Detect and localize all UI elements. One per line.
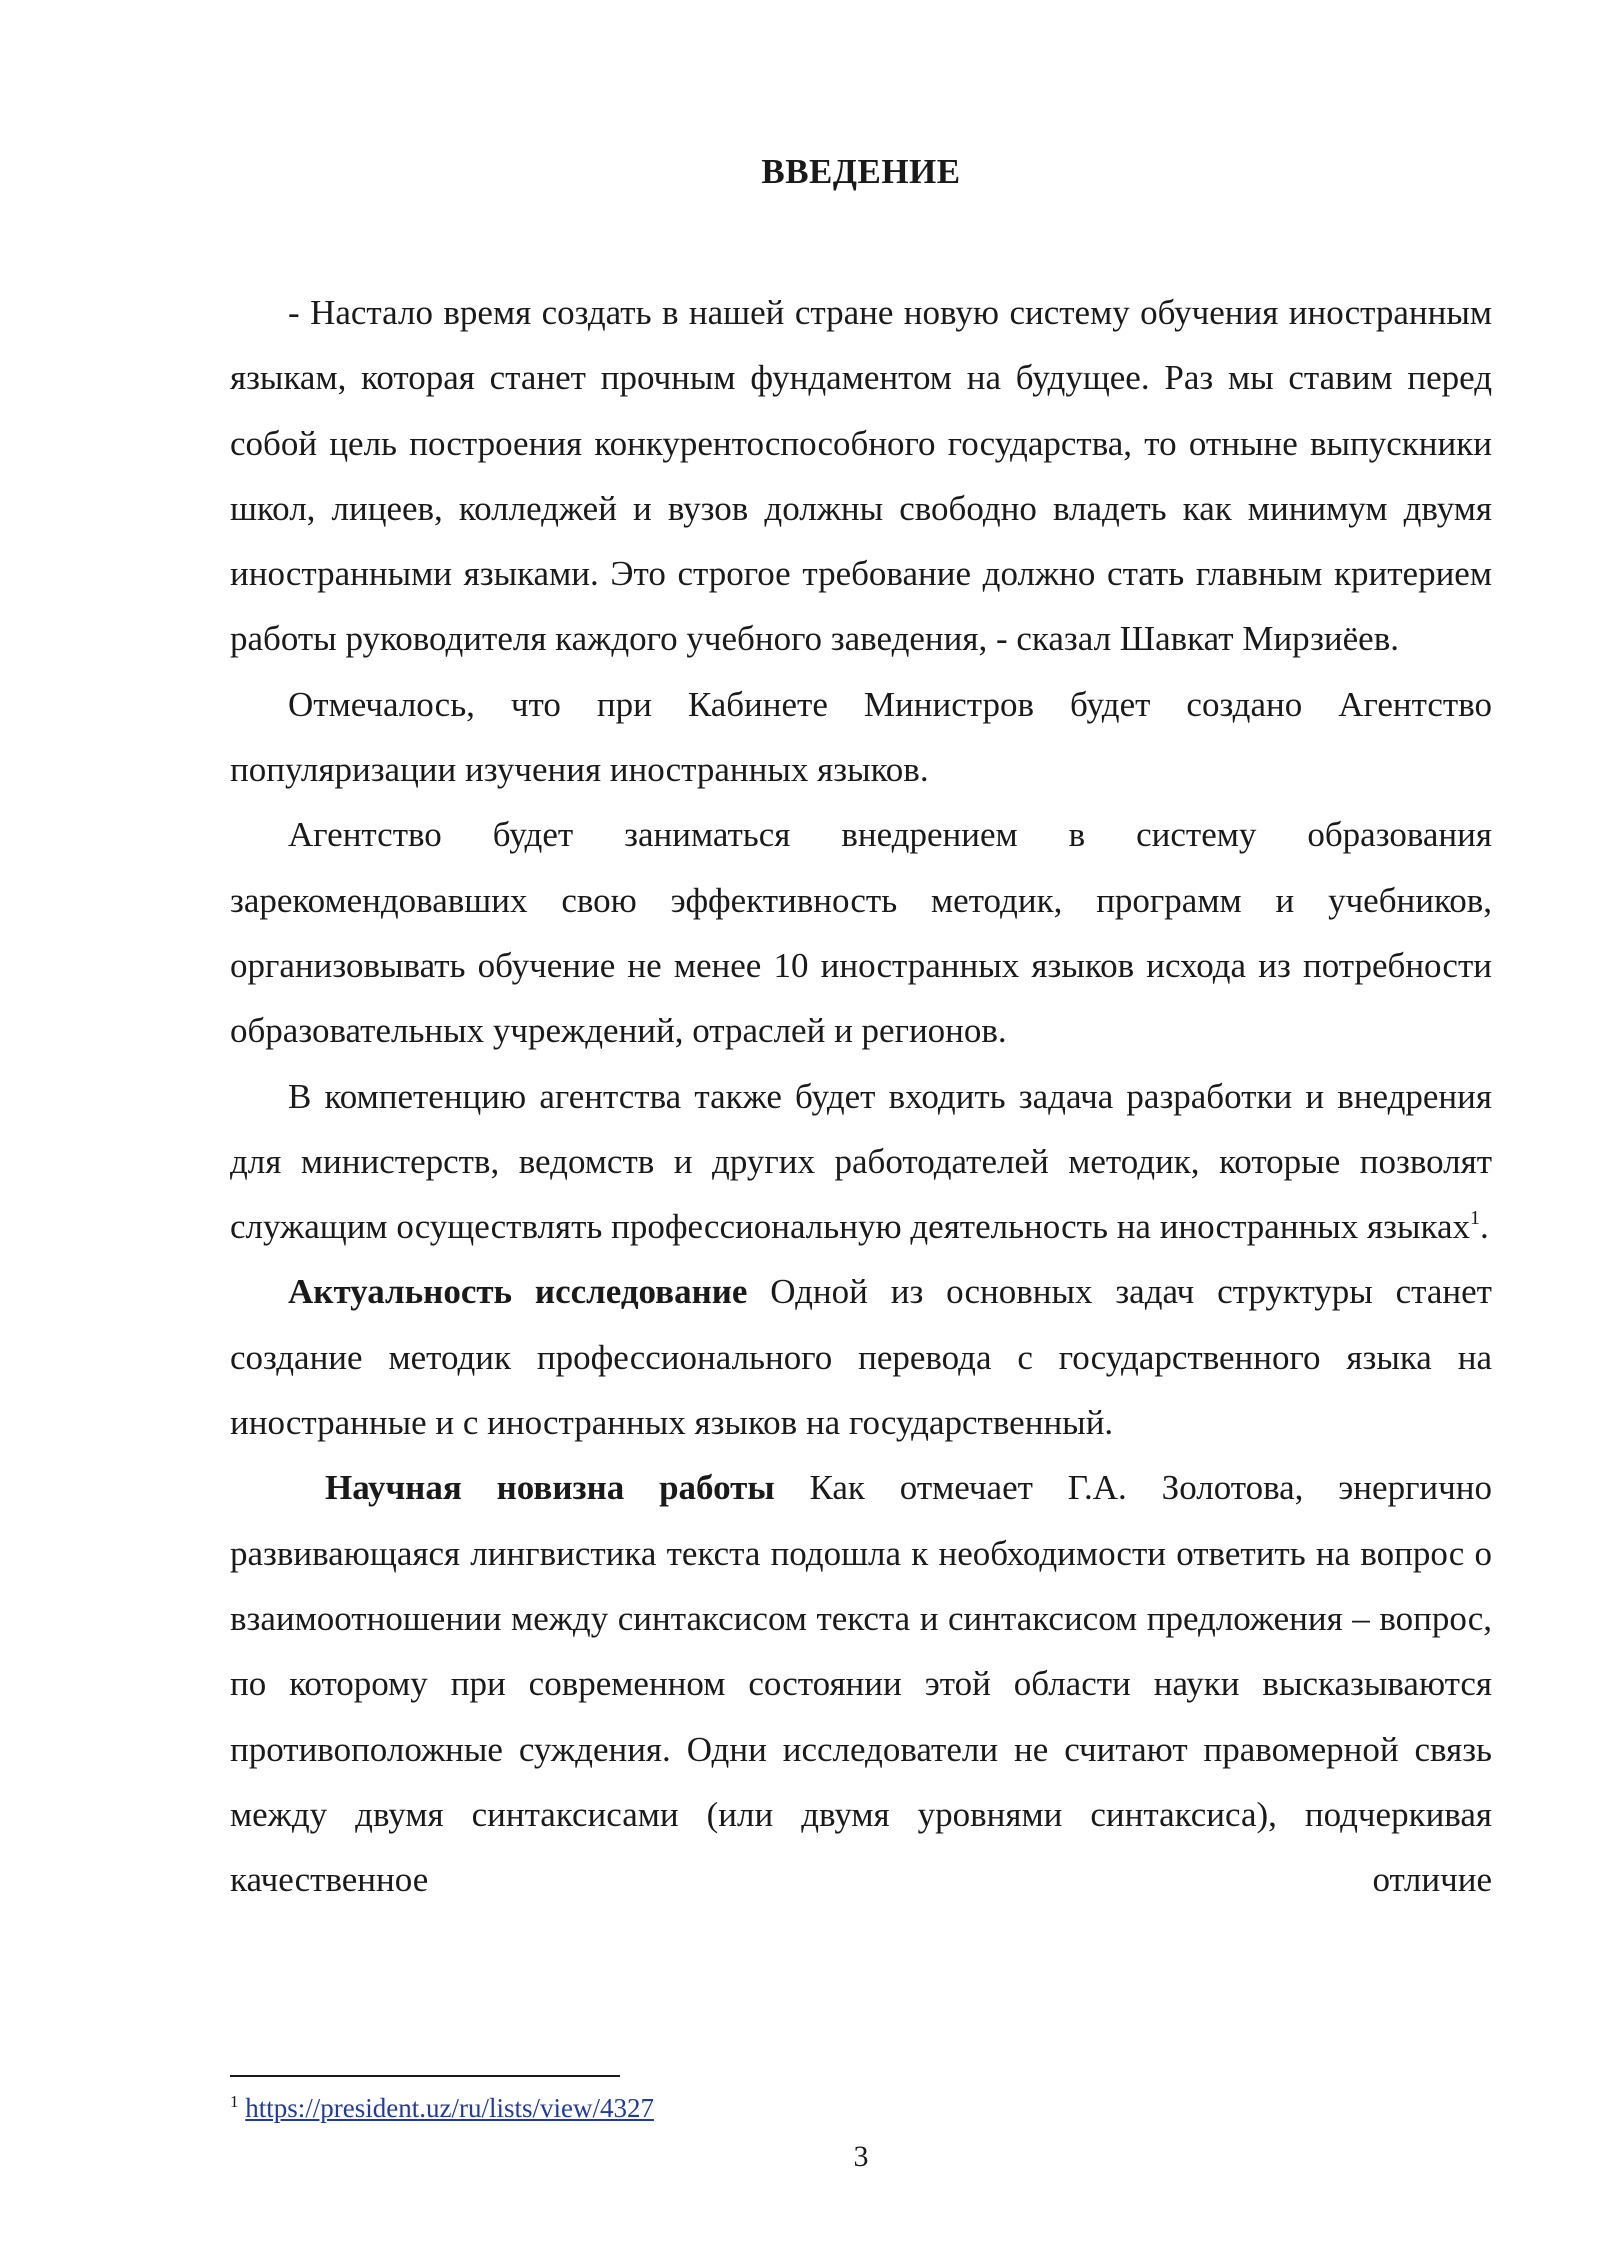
footnote-number: 1 xyxy=(230,2092,239,2111)
paragraph-quote: - Настало время создать в нашей стране новую систему обучения иностранным языкам, которая станет прочным фундаментом на будущее. Раз мы ставим перед собой цель построения конкурентоспособного государства, то отныне выпускники школ, лицеев, колледжей и вузов должны свободно владеть как минимум двумя иностранными языками. Это строгое требование должно стать главным критерием работы руководителя каждого учебного заведения, - сказал Шавкат Мирзиёев. xyxy=(230,293,1492,659)
paragraph-agency-competence xyxy=(230,1064,1492,1260)
paragraph-agency-tasks: Агентство будет заниматься внедрением в систему образования зарекомендовавших свою эффективность методик, программ и учебников, организовывать обучение не менее 10 иностранных языков исхода из потребности образовательных учреждений, отраслей и регионов. xyxy=(230,815,1492,1051)
body-text xyxy=(230,280,1492,1912)
paragraph-end-period: . xyxy=(1480,1207,1489,1247)
paragraph-novelty xyxy=(230,1455,1492,1912)
footnote-link[interactable]: https://president.uz/ru/lists/view/4327 xyxy=(245,2093,654,2123)
relevance-text: Одной из основных задач структуры станет создание методик профессионального перевода с государственного языка на иностранные и с иностранных языков на государственный. xyxy=(230,1272,1492,1443)
footnote-separator xyxy=(230,2075,620,2077)
novelty-heading: Научная новизна работы xyxy=(325,1468,775,1508)
page-title: ВВЕДЕНИЕ xyxy=(761,152,961,191)
novelty-text: Как отмечает Г.А. Золотова, энергично развивающаяся лингвистика текста подошла к необходимости ответить на вопрос о взаимоотношении между синтаксисом текста и синтаксисом предложения – вопрос, по которому при современном состоянии этой области науки высказываются противоположные суждения. Одни исследователи не считают правомерной связь между двумя синтаксисами (или двумя уровнями синтаксиса), подчеркивая качественное отличие xyxy=(230,1468,1492,1900)
footnote xyxy=(230,2090,1492,2126)
footnote-reference[interactable]: 1 xyxy=(1470,1207,1481,1230)
page-number: 3 xyxy=(853,2140,869,2173)
relevance-heading: Актуальность исследование xyxy=(288,1272,748,1312)
paragraph-agency-announcement: Отмечалось, что при Кабинете Министров будет создано Агентство популяризации изучения иностранных языков. xyxy=(230,684,1492,790)
paragraph-agency-competence-text: В компетенцию агентства также будет входить задача разработки и внедрения для министерств, ведомств и других работодателей методик, которые позволят служащим осуществлять профессиональную деятельность на иностранных языках xyxy=(230,1076,1492,1247)
paragraph-relevance xyxy=(230,1259,1492,1455)
